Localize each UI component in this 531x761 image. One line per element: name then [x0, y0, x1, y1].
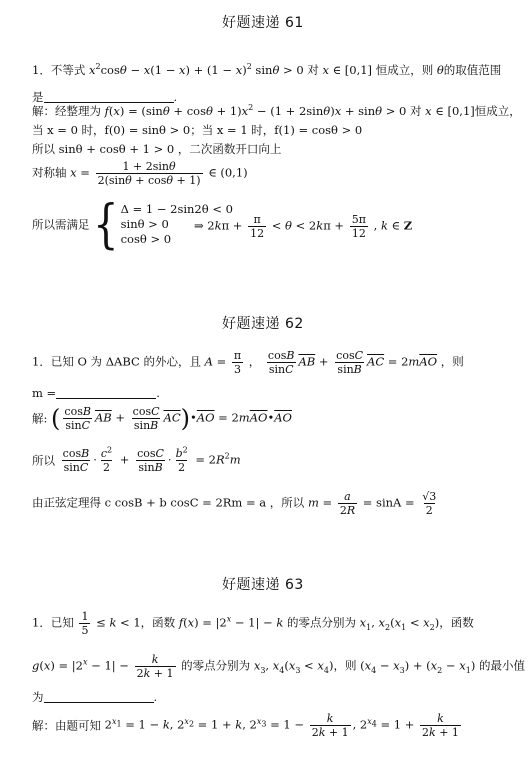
solution-62-line2: 所以 $\frac{\cos B}{\sin C}$ · $\frac{c^2}{2}$ + $\frac{\cos C}{\sin B}$ · $\frac{b^2}{2}$ = $2R^2m$	[32, 445, 241, 474]
solution-63-line1: 解：由题可知 $2^{x_1} = 1 - k$, $2^{x_2} = 1 + k$, $2^{x_3} = 1$ − $\frac{k}{2k + 1}$ , $2^{x_4} = 1$ + $\frac{k}{2k + 1}$	[32, 712, 459, 739]
answer-blank-62	[56, 386, 156, 399]
section-title-63: 好题速递 63	[222, 577, 304, 593]
question-63-line1: 1．已知 $\frac{1}{5}$ ≤ k < 1，函数 $f(x) = |2^x - 1| - k$ 的零点分别为 $x_1$, $x_2(x_1 < x_2)$，函数	[32, 610, 474, 637]
question-62-line1: 1．已知 O 为 ΔABC 的外心，且 A = $\frac{\pi}{3}$ ， $\frac{\cos B}{\sin C}$ $\overline{AB}$ + $\frac{\cos C}{\sin B}$ $\overline{AC} = 2m\overline{AO}$ ，则	[32, 349, 464, 376]
question-61-line1: 1．不等式 $x^2\cos\theta - x(1 - x) + (1 - x)^2$ sinθ > 0 对 x ∈ [0,1] 恒成立，则 θ的取值范围	[32, 62, 502, 77]
solution-61-cases: 当 x = 0 时，f(0) = sinθ > 0；当 x = 1 时，f(1) = cosθ > 0	[32, 123, 363, 137]
solution-61-system: 所以需满足 { Δ = 1 − 2sin2θ < 0 sinθ > 0 cosθ > 0	[32, 194, 233, 255]
solution-61-result: ⇒ 2kπ + $\frac{\pi}{12}$ < θ < 2kπ + $\frac{5\pi}{12}$ , k ∈ Z	[194, 213, 413, 240]
section-title-61: 好题速递 61	[222, 15, 304, 31]
question-63-line2: $g(x) = |2^x - 1|$ − $\frac{k}{2k + 1}$ 的零点分别为 $x_3$, $x_4(x_3 < x_4)$，则 $(x_4 - x_3) + (x_2 - x_1)$ 的最小值	[32, 653, 525, 680]
solution-61-axis: 对称轴 x = $\frac{1 + 2\sin\theta}{2(\sin\theta + \cos\theta + 1)}$ ∈ (0,1)	[32, 160, 248, 187]
question-63-line3: 为 .	[32, 690, 158, 704]
question-62-line2: m = .	[32, 386, 160, 400]
section-title-62: 好题速递 62	[222, 316, 304, 332]
answer-blank-63	[44, 690, 154, 703]
solution-62-line3: 由正弦定理得 c cosB + b cosC = 2Rm = a ，所以 m = $\frac{a}{2R}$ = sinA = $\frac{√3}{2}$	[32, 490, 437, 517]
solution-61-line1: 解：经整理为 $f(x) = (\sin\theta + \cos\theta + 1)x^2 - (1 + 2\sin\theta)x + \sin\theta > 0$ 对 x ∈ [0,1]恒成立，	[32, 103, 521, 118]
question-61-line2: 是 .	[32, 90, 178, 104]
solution-62-line1: 解: ( $\frac{\cos B}{\sin C}$ $\overline{AB}$ + $\frac{\cos C}{\sin B}$ $\overline{AC})•\overline{AO}$ = $2m\overline{AO}•\overline{AO}$	[32, 404, 292, 433]
solution-61-so: 所以 sinθ + cosθ + 1 > 0 ，二次函数开口向上	[32, 142, 282, 156]
answer-blank-61	[44, 90, 174, 103]
